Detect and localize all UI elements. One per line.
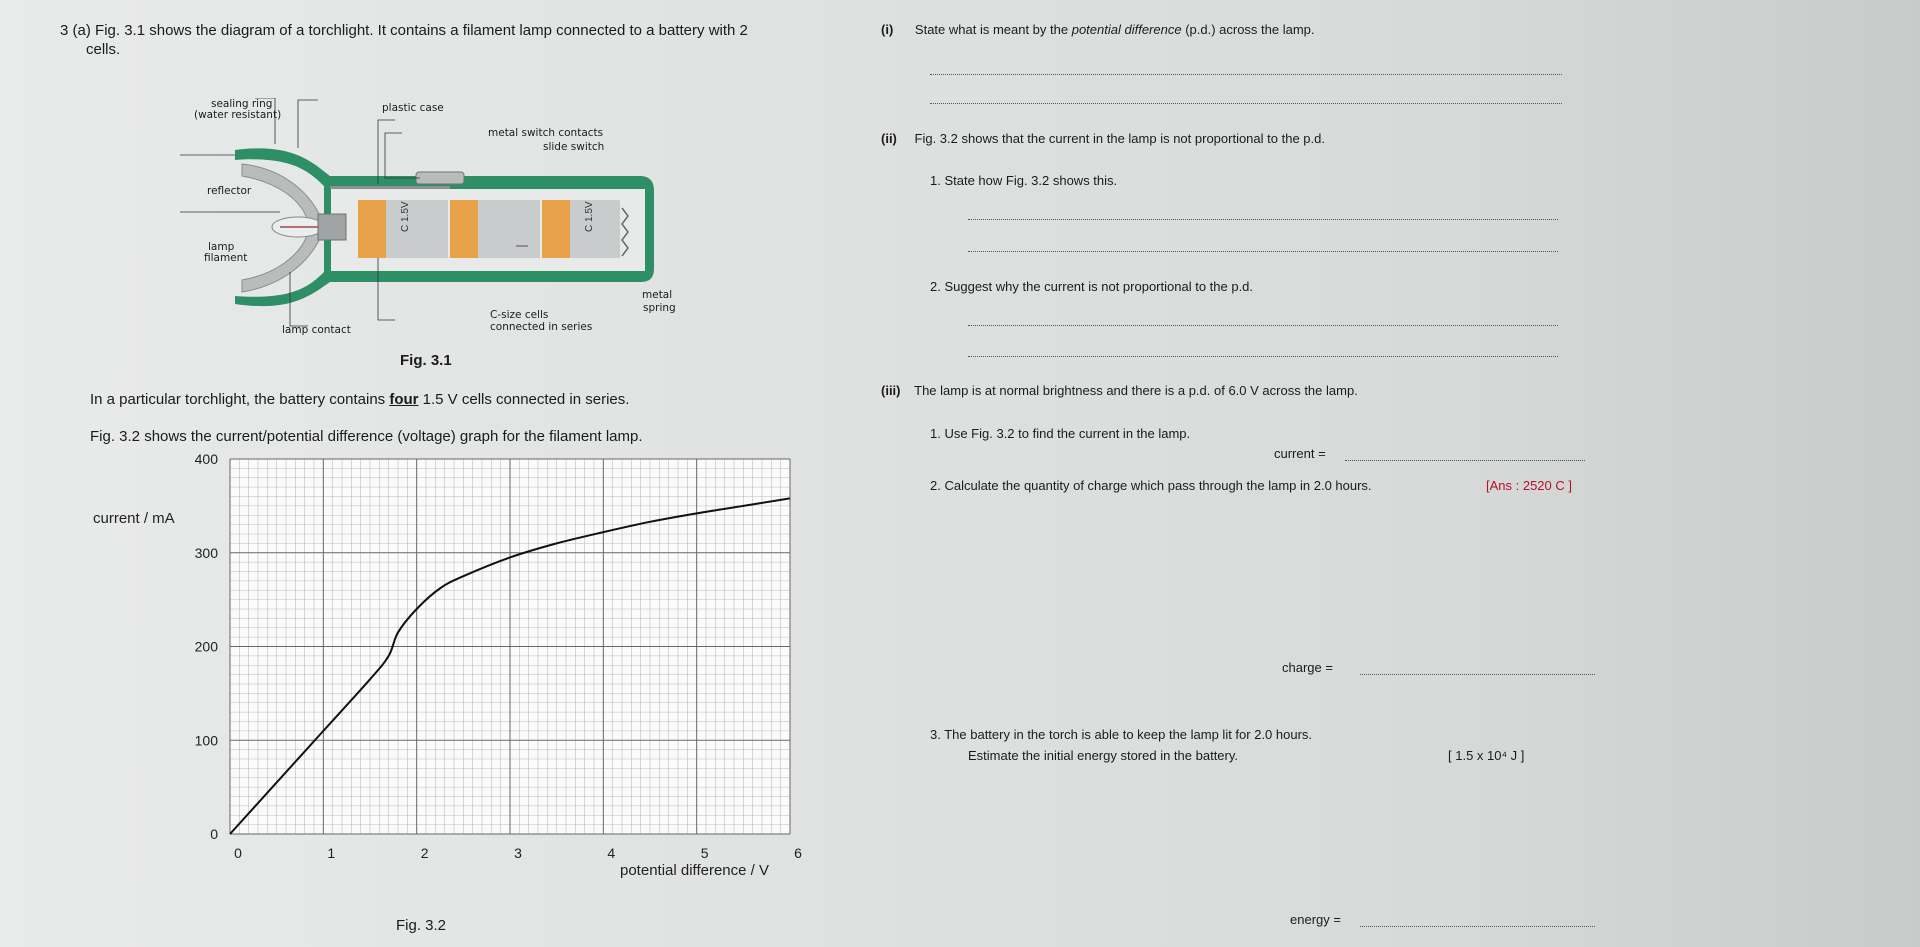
answer-hint-energy: [ 1.5 x 10⁴ J ] bbox=[1448, 748, 1525, 763]
x-tick-label: 5 bbox=[700, 845, 709, 861]
x-tick-label: 3 bbox=[514, 845, 522, 861]
part-ii-2: 2. Suggest why the current is not proportional to the p.d. bbox=[930, 279, 1254, 294]
y-tick-label: 100 bbox=[194, 732, 218, 749]
x-tick-label: 4 bbox=[607, 845, 616, 861]
label-plastic-case: plastic case bbox=[382, 102, 444, 114]
label-c-size-cells: C-size cells bbox=[490, 309, 549, 321]
fig31-caption: Fig. 3.1 bbox=[400, 352, 452, 369]
part-iii-3a: 3. The battery in the torch is able to keep the lamp lit for 2.0 hours. bbox=[930, 727, 1313, 742]
answer-line-ii2-1[interactable] bbox=[968, 325, 1558, 326]
x-tick-label: 2 bbox=[420, 845, 429, 861]
y-tick-label: 200 bbox=[194, 638, 218, 655]
x-axis-label: potential difference / V bbox=[620, 862, 769, 879]
question-intro-cont: cells. bbox=[86, 41, 121, 58]
slide-switch bbox=[416, 172, 464, 184]
current-answer-line[interactable] bbox=[1345, 460, 1585, 461]
iv-graph bbox=[80, 445, 820, 930]
series-text: In a particular torchlight, the battery contains four 1.5 V cells connected in series. bbox=[90, 391, 630, 408]
answer-line-i-1[interactable] bbox=[930, 74, 1562, 75]
graph-intro: Fig. 3.2 shows the current/potential difference (voltage) graph for the filament lamp. bbox=[90, 428, 643, 445]
y-tick-label: 400 bbox=[194, 451, 218, 467]
label-spring: spring bbox=[643, 302, 676, 314]
current-label: current = bbox=[1274, 446, 1326, 461]
y-tick-label: 300 bbox=[194, 544, 218, 561]
charge-answer-line[interactable] bbox=[1360, 674, 1595, 675]
label-lamp-contact: lamp contact bbox=[282, 324, 351, 336]
label-metal: metal bbox=[642, 289, 673, 301]
answer-line-ii2-2[interactable] bbox=[968, 356, 1558, 357]
energy-label: energy = bbox=[1290, 912, 1341, 927]
lamp-base bbox=[318, 214, 346, 240]
question-intro: Fig. 3.1 shows the diagram of a torchlight. It contains a filament lamp connected to a battery with 2 bbox=[95, 22, 748, 39]
x-tick-label: 6 bbox=[794, 845, 802, 861]
part-iii-2: 2. Calculate the quantity of charge which pass through the lamp in 2.0 hours. bbox=[930, 478, 1372, 493]
part-i: (i) State what is meant by the potential difference (p.d.) across the lamp. bbox=[881, 22, 1315, 37]
x-tick-label: 0 bbox=[234, 845, 242, 861]
y-tick-label: 0 bbox=[210, 826, 218, 842]
answer-line-i-2[interactable] bbox=[930, 103, 1562, 104]
torch-diagram bbox=[180, 98, 700, 343]
cell-marking: C 1.5V bbox=[584, 201, 595, 232]
label-slide-switch: slide switch bbox=[543, 141, 605, 153]
answer-line-ii1-2[interactable] bbox=[968, 251, 1558, 252]
charge-label: charge = bbox=[1282, 660, 1333, 675]
fig32-caption: Fig. 3.2 bbox=[396, 917, 447, 934]
label-connected-in-series: connected in series bbox=[490, 321, 593, 333]
y-axis-label: current / mA bbox=[93, 510, 175, 527]
energy-answer-line[interactable] bbox=[1360, 926, 1595, 927]
x-tick-label: 1 bbox=[327, 845, 336, 861]
answer-line-ii1-1[interactable] bbox=[968, 219, 1558, 220]
series-emph: four bbox=[389, 391, 419, 408]
cell-2 bbox=[450, 200, 540, 258]
part-iii-3b: Estimate the initial energy stored in the battery. bbox=[968, 748, 1239, 763]
label-metal-switch-contacts: metal switch contacts bbox=[488, 127, 604, 139]
metal-contacts bbox=[330, 186, 450, 189]
cell-marking: C 1.5V bbox=[400, 201, 411, 232]
label-sealing-ring: sealing ring bbox=[211, 98, 273, 110]
label-reflector: reflector bbox=[207, 185, 252, 197]
answer-hint-charge: [Ans : 2520 C ] bbox=[1486, 478, 1572, 493]
cell-3 bbox=[542, 200, 620, 258]
label-water-resistant: (water resistant) bbox=[194, 109, 282, 121]
part-ii: (ii) Fig. 3.2 shows that the current in the lamp is not proportional to the p.d. bbox=[881, 131, 1325, 146]
part-ii-1: 1. State how Fig. 3.2 shows this. bbox=[930, 173, 1118, 188]
part-iii: (iii) The lamp is at normal brightness and there is a p.d. of 6.0 V across the lamp. bbox=[881, 383, 1358, 398]
part-iii-1: 1. Use Fig. 3.2 to find the current in the lamp. bbox=[930, 426, 1191, 441]
cell-1 bbox=[358, 200, 448, 258]
label-filament: filament bbox=[204, 252, 248, 264]
label-lamp: lamp bbox=[208, 241, 235, 253]
question-number: 3 (a) Fig. 3.1 shows the diagram of a torchlight. It contains a filament lamp connected to a battery with 2 bbox=[60, 22, 748, 39]
